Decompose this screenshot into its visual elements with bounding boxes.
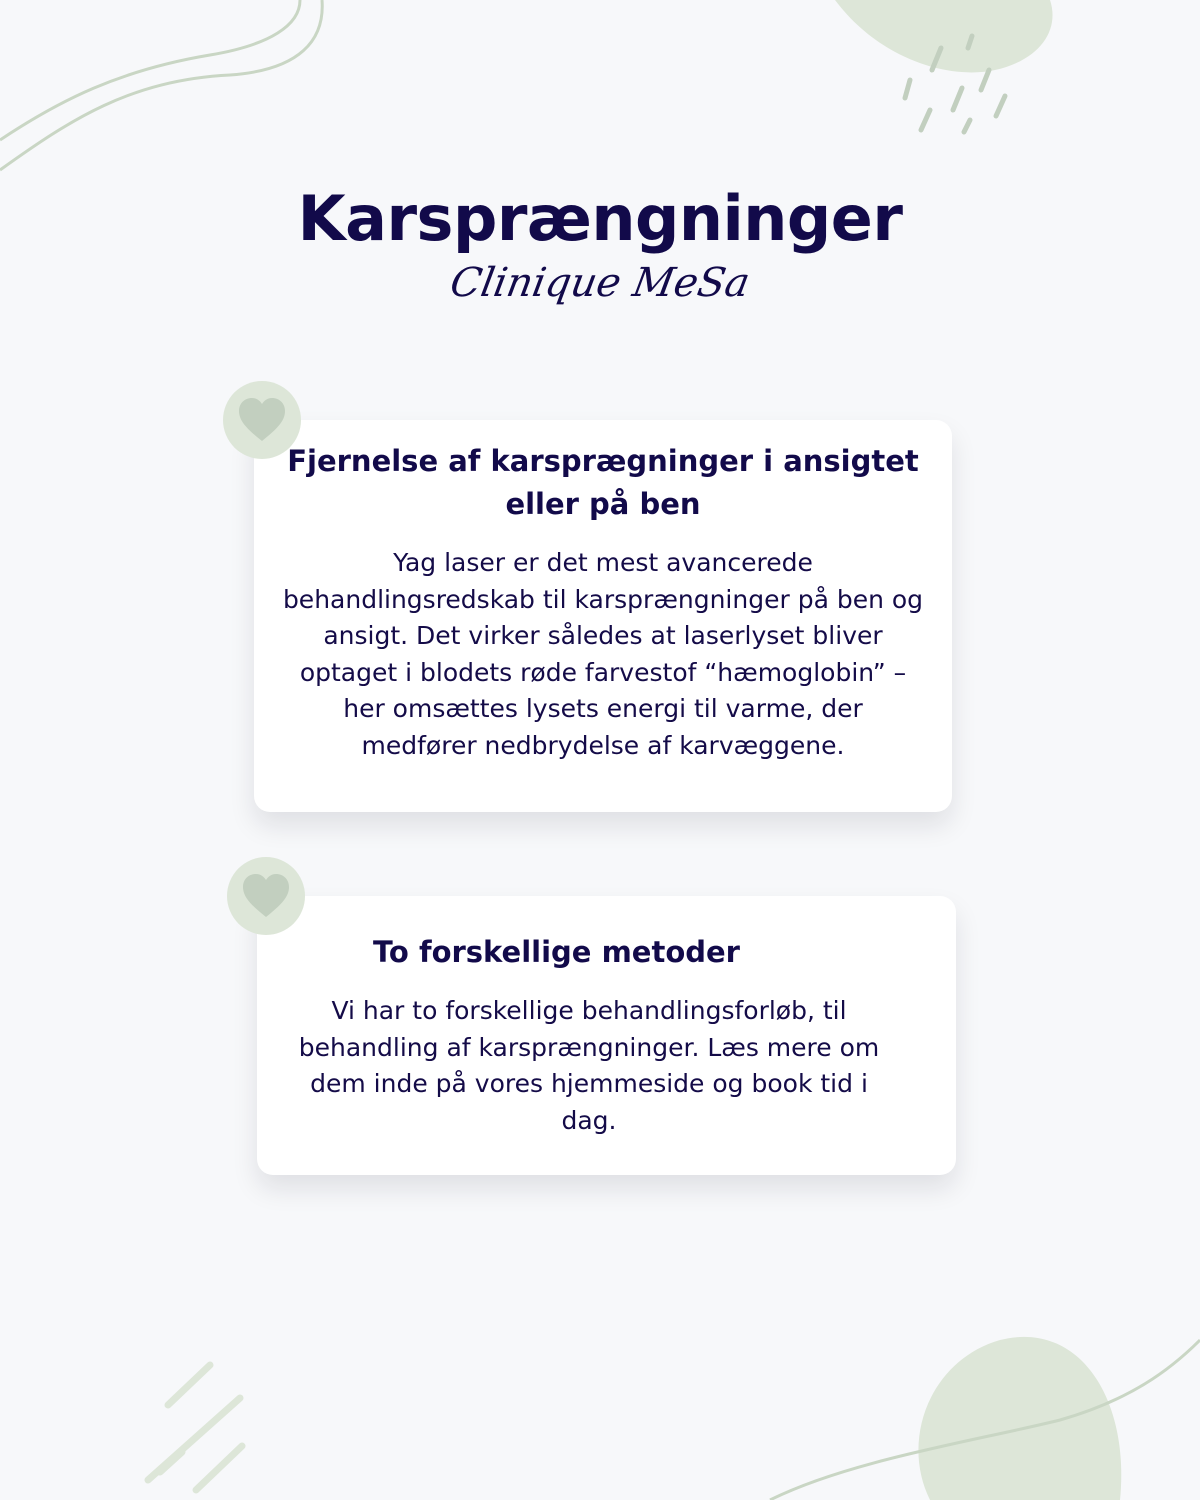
green-blob xyxy=(918,1337,1121,1500)
heart-icon xyxy=(227,857,305,935)
wavy-line xyxy=(0,0,300,140)
card-body: Yag laser er det mest avancerede behandlingsredskab til karsprængninger på ben og ansigt. Det virker således at laserlyset bliver optaget i blodets røde farvestof “hæmoglobin” – her omsættes lysets energi til varme, der medfører nedbrydelse af karvæggene. xyxy=(282,548,924,760)
heart-icon-shape xyxy=(241,873,291,919)
clinic-signature: Clinique MeSa xyxy=(446,260,754,306)
card-title: Fjernelse af karsprægninger i ansigtet eller på ben xyxy=(287,444,919,521)
diagonal-dashes xyxy=(148,1365,242,1490)
info-card-methods xyxy=(257,896,956,1175)
card-body: Vi har to forskellige behandlingsforløb, til behandling af karsprængninger. Læs mere om dem inde på vores hjemmeside og book tid i dag. xyxy=(298,996,880,1135)
heart-icon-shape xyxy=(237,397,287,443)
heart-icon xyxy=(223,381,301,459)
info-card-removal xyxy=(254,420,952,812)
page-title: Karsprængninger xyxy=(297,182,903,255)
green-blob xyxy=(835,0,1053,72)
card-title: To forskellige metoder xyxy=(373,935,740,969)
wavy-line xyxy=(0,0,322,170)
